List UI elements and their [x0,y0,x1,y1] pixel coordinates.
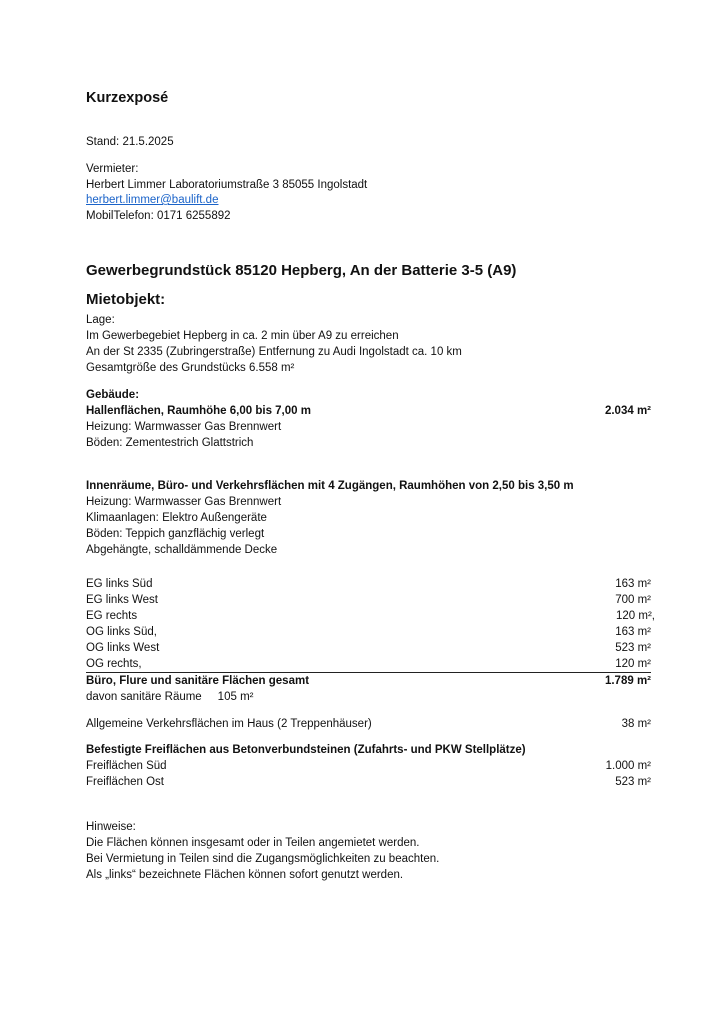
area-label: OG links West [86,642,160,654]
innen-heading: Innenräume, Büro- und Verkehrsflächen mit 4 Zugängen, Raumhöhen von 2,50 bis 3,50 m [86,480,574,492]
area-label: EG rechts [86,610,138,622]
area-label: OG rechts, [86,658,142,670]
hinweise-line: Als „links“ bezeichnete Flächen können sofort genutzt werden. [86,869,404,881]
freiflaeche-label: Freiflächen Ost [86,776,164,788]
area-label: EG links West [86,594,158,606]
area-label: OG links Süd, [86,626,157,638]
area-value: 523 m² [615,642,651,654]
mietobjekt-heading: Mietobjekt: [86,291,166,308]
hinweise-line: Die Flächen können insgesamt oder in Teilen angemietet werden. [86,837,420,849]
innen-line: Abgehängte, schalldämmende Decke [86,544,278,556]
verkehr-value: 38 m² [621,718,651,730]
property-heading: Gewerbegrundstück 85120 Hepberg, An der Batterie 3-5 (A9) [86,262,517,279]
phone: MobilTelefon: 0171 6255892 [86,210,231,222]
email-link[interactable]: herbert.limmer@baulift.de [86,194,219,206]
lage-line: An der St 2335 (Zubringerstraße) Entfernung zu Audi Ingolstadt ca. 10 km [86,346,462,358]
area-value: 700 m² [615,594,651,606]
stand-date: Stand: 21.5.2025 [86,136,174,148]
lage-line: Im Gewerbegebiet Hepberg in ca. 2 min über A9 zu erreichen [86,330,399,342]
vermieter-address: Herbert Limmer Laboratoriumstraße 3 85055 Ingolstadt [86,179,368,191]
sanitary-line: davon sanitäre Räume 105 m² [86,691,254,703]
area-value: 163 m² [615,578,651,590]
freiflaechen-heading: Befestigte Freiflächen aus Betonverbundsteinen (Zufahrts- und PKW Stellplätze) [86,744,526,756]
innen-line: Klimaanlagen: Elektro Außengeräte [86,512,267,524]
lage-line: Lage: [86,314,115,326]
area-label: EG links Süd [86,578,153,590]
hallen-value: 2.034 m² [604,405,651,417]
page-title: Kurzexposé [86,90,169,106]
hinweise-line: Hinweise: [86,821,136,833]
verkehr-label: Allgemeine Verkehrsflächen im Haus (2 Treppenhäuser) [86,718,372,730]
total-label: Büro, Flure und sanitäre Flächen gesamt [86,675,310,687]
innen-line: Heizung: Warmwasser Gas Brennwert [86,496,282,508]
gebaeude-label: Gebäude: [86,389,140,401]
area-value: 163 m² [615,626,651,638]
gebaeude-line: Böden: Zementestrich Glattstrich [86,437,254,449]
freiflaeche-value: 523 m² [615,776,651,788]
freiflaeche-label: Freiflächen Süd [86,760,167,772]
vermieter-label: Vermieter: [86,163,139,175]
innen-line: Böden: Teppich ganzflächig verlegt [86,528,265,540]
lage-line: Gesamtgröße des Grundstücks 6.558 m² [86,362,295,374]
gebaeude-line: Heizung: Warmwasser Gas Brennwert [86,421,282,433]
freiflaeche-value: 1.000 m² [605,760,651,772]
area-value: 120 m² [615,658,651,670]
hinweise-line: Bei Vermietung in Teilen sind die Zugangsmöglichkeiten zu beachten. [86,853,440,865]
area-value: 120 m², [616,610,655,622]
total-value: 1.789 m² [604,675,651,687]
hallen-label: Hallenflächen, Raumhöhe 6,00 bis 7,00 m [86,405,311,417]
